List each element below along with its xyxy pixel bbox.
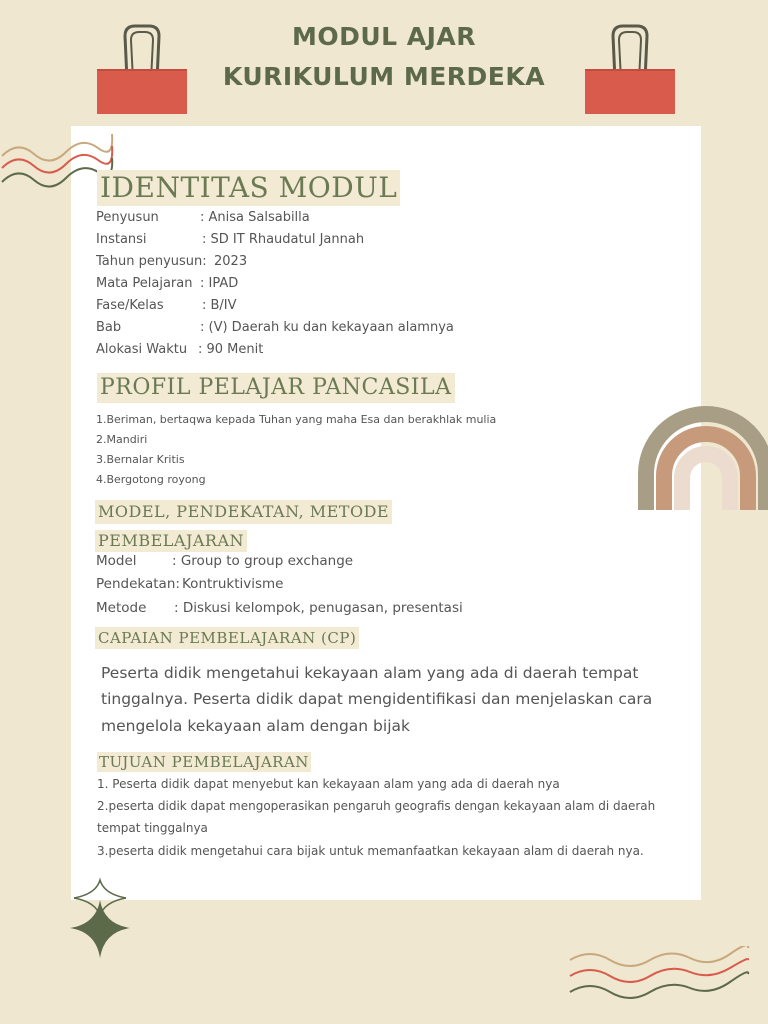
tujuan-line: tempat tinggalnya (97, 821, 208, 835)
row-value: : B/IV (202, 298, 237, 313)
row-label: Tahun penyusun: (96, 254, 207, 269)
tujuan-line: 3.peserta didik mengetahui cara bijak untuk memanfaatkan kekayaan alam di daerah nya. (97, 844, 644, 858)
profil-item: 2.Mandiri (96, 433, 148, 446)
row-label: Mata Pelajaran (96, 276, 193, 291)
capaian-line: tinggalnya. Peserta didik dapat mengidentifikasi dan menjelaskan cara (101, 690, 653, 708)
profil-item: 4.Bergotong royong (96, 473, 206, 486)
row-label: Penyusun (96, 210, 159, 225)
identitas-heading: IDENTITAS MODUL (97, 170, 400, 206)
binder-clip-icon (585, 22, 675, 114)
row-label: Metode (96, 600, 147, 616)
profil-item: 3.Bernalar Kritis (96, 453, 185, 466)
row-value: : Diskusi kelompok, penugasan, presentasi (174, 600, 463, 616)
capaian-heading: CAPAIAN PEMBELAJARAN (CP) (95, 627, 359, 649)
profil-item: 1.Beriman, bertaqwa kepada Tuhan yang maha Esa dan berakhlak mulia (96, 413, 497, 426)
row-value: : (V) Daerah ku dan kekayaan alamnya (200, 320, 454, 335)
model-heading-line2: PEMBELAJARAN (95, 530, 247, 552)
profil-heading: PROFIL PELAJAR PANCASILA (97, 373, 455, 403)
row-value: : Anisa Salsabilla (200, 210, 310, 225)
wave-lines-icon (568, 946, 750, 1004)
title-line-1: MODUL AJAR (291, 22, 477, 51)
tujuan-line: 1. Peserta didik dapat menyebut kan kekayaan alam yang ada di daerah nya (97, 777, 560, 791)
tujuan-heading: TUJUAN PEMBELAJARAN (99, 753, 309, 771)
title-line-2: KURIKULUM MERDEKA (222, 62, 546, 91)
capaian-line: Peserta didik mengetahui kekayaan alam yang ada di daerah tempat (101, 664, 639, 682)
row-value: : SD IT Rhaudatul Jannah (202, 232, 365, 247)
row-label: Pendekatan: (96, 576, 180, 592)
row-value: : 90 Menit (198, 342, 264, 357)
rainbow-icon (634, 402, 768, 514)
row-value: : IPAD (200, 276, 239, 291)
row-label: Alokasi Waktu (96, 342, 188, 357)
row-label: Bab (96, 320, 122, 335)
capaian-line: mengelola kekayaan alam dengan bijak (101, 717, 410, 735)
row-value: Kontruktivisme (182, 576, 284, 592)
row-label: Model (96, 553, 137, 569)
row-label: Fase/Kelas (96, 298, 164, 313)
model-heading-line1: MODEL, PENDEKATAN, METODE (95, 500, 392, 524)
sparkle-star-icon (66, 876, 134, 960)
binder-clip-icon (97, 22, 187, 114)
tujuan-line: 2.peserta didik dapat mengoperasikan pengaruh geografis dengan kekayaan alam di daerah (97, 799, 656, 813)
row-value: : Group to group exchange (172, 553, 354, 569)
row-label: Instansi (96, 232, 147, 247)
row-value: 2023 (214, 254, 248, 269)
